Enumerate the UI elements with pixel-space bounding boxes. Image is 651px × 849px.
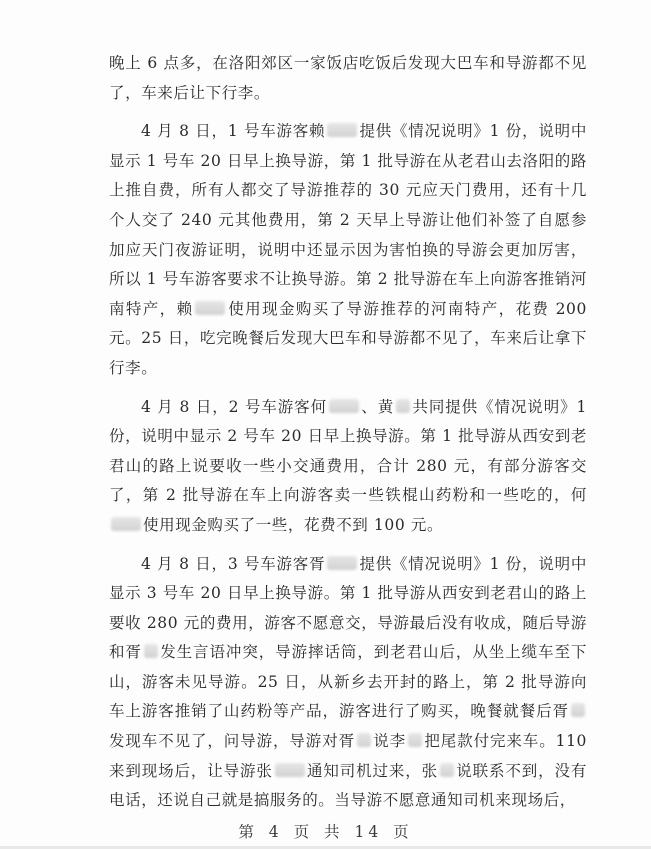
redacted-name: [329, 399, 359, 413]
paragraph-4-text-g: 通知司机过来，张: [306, 761, 438, 780]
redacted-name: [144, 644, 158, 658]
redacted-name: [111, 517, 141, 531]
paragraph-4-text-e: 说李: [373, 732, 407, 751]
page-number-footer: [0, 820, 651, 842]
paragraph-4-text-d: 发现车不见了，问导游，导游对胥: [109, 732, 355, 751]
redacted-name: [327, 556, 357, 570]
paragraph-4-text-b: 提供《情况说明》1 份，说明中显示 3 号车 20 日早上换导游。第 1 批导游从西安到老君山的路上要收 280 元的费用，游客不愿意交，导游最后没有收成，随后导游和胥: [109, 554, 587, 662]
paragraph-3-text-b: 、黄: [361, 397, 395, 416]
redacted-name: [571, 703, 585, 717]
footer-page-label: 第: [238, 823, 258, 841]
paragraph-3-text-c: 共同提供《情况说明》1 份，说明中显示 2 号车 20 日早上换导游。第 1 批导游从西安到老君山的路上说要收一些小交通费用，合计 280 元，有部分游客交了，第 2 批导游在车上向游客卖一些铁棍山药粉和一些吃的，何: [109, 397, 588, 505]
paragraph-4-text-a: 4 月 8 日，3 号车游客胥: [141, 554, 326, 573]
paragraph-3-text-d: 使用现金购买了一些，花费不到 100 元。: [143, 515, 444, 534]
paragraph-1-text: 晚上 6 点多，在洛阳郊区一家饭店吃饭后发现大巴车和导游都不见了，车来后让下行李。: [109, 54, 587, 102]
redacted-name: [440, 763, 454, 777]
paragraph-2-text-a: 4 月 8 日，1 号车游客赖: [141, 122, 326, 141]
redacted-name: [275, 763, 305, 777]
footer-total-unit: 页: [393, 823, 413, 841]
paragraph-2: [109, 117, 587, 383]
paragraph-4-text-h: 说联系不到，没有电话，还说自己就是搞服务的。当导游不愿意通知司机来现场后，: [109, 761, 587, 810]
footer-total-label: 共: [324, 823, 344, 841]
document-body: [109, 49, 587, 825]
redacted-name: [327, 123, 357, 137]
redacted-name: [195, 301, 225, 315]
footer-page-unit: 页: [293, 823, 314, 841]
redacted-name: [357, 733, 371, 747]
paragraph-2-text-c: 使用现金购买了导游推荐的河南特产，花费 200 元。25 日，吃完晚餐后发现大巴车和导游都不见了，车来后让拿下行李。: [109, 299, 587, 377]
paragraph-3-text-a: 4 月 8 日，2 号车游客何: [141, 397, 327, 416]
paragraph-4-text-f: 把尾款付完来车。110 来到现场后，让导游张: [109, 732, 587, 780]
footer-page-total: 14: [354, 823, 383, 841]
paragraph-4: [109, 550, 587, 816]
redacted-name: [396, 399, 410, 413]
paragraph-2-text-b: 提供《情况说明》1 份，说明中显示 1 号车 20 日早上换导游，第 1 批导游在从老君山去洛阳的路上推自费，所有人都交了导游推荐的 30 元应天门费用，还有十几个人交了 240 元其他费用，第 2 天早上导游让他们补签了自愿参加应天门夜游证明，说明中还显示因为害怕换的导游会更加厉害，所以 1 号车游客要求不让换导游。第 2 批导游在车上向游客推销河南特产，赖: [109, 122, 587, 318]
footer-page-current: 4: [268, 823, 283, 841]
paragraph-4-text-c: 发生言语冲突，导游摔话筒，到老君山后，从坐上缆车至下山，游客未见导游。25 日，从新乡去开封的路上，第 2 批导游向车上游客推销了山药粉等产品，游客进行了购买，晚餐就餐后胥: [109, 643, 587, 721]
redacted-name: [408, 733, 422, 747]
paragraph-3: [109, 393, 587, 541]
paragraph-1: [109, 49, 587, 108]
